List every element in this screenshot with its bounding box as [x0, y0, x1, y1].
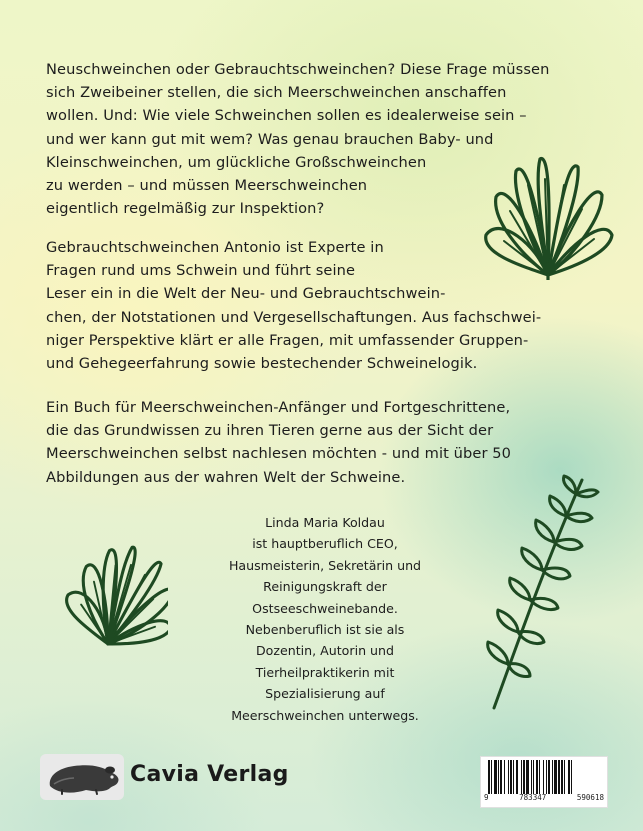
blurb-line: und Gehegeerfahrung sowie bestechender Schweinelogik.	[46, 355, 478, 373]
author-line: Meerschweinchen unterwegs.	[231, 707, 419, 723]
author-line: Nebenberuflich ist sie als	[245, 622, 405, 638]
shell-leaf-icon	[478, 150, 618, 280]
barcode-bar	[568, 760, 570, 794]
barcode-bar	[543, 760, 544, 794]
barcode-bar	[546, 760, 547, 794]
barcode-bar	[539, 760, 540, 794]
barcode-bar	[523, 760, 525, 794]
author-line: Linda Maria Koldau	[265, 515, 385, 530]
barcode-bar	[491, 760, 492, 794]
barcode-bar	[500, 760, 502, 794]
barcode-digits	[484, 793, 604, 802]
blurb-line: Fragen rund ums Schwein und führt seine	[46, 262, 356, 280]
fern-branch-icon	[478, 472, 608, 717]
blurb-line: und wer kann gut mit wem? Was genau brauchen Baby- und	[46, 130, 494, 148]
author-bio	[190, 512, 460, 726]
barcode-bar	[510, 760, 512, 794]
barcode-bar	[498, 760, 499, 794]
barcode-digit-group: 783347	[519, 793, 547, 802]
blurb-line: zu werden – und müssen Meerschweinchen	[46, 177, 368, 195]
barcode-bar	[488, 760, 490, 794]
barcode-bar	[516, 760, 518, 794]
blurb-line: chen, der Notstationen und Vergesellschaftungen. Aus fachschwei-	[46, 308, 542, 326]
barcode	[480, 756, 608, 808]
guinea-pig-logo-icon	[40, 754, 124, 800]
barcode-bar	[533, 760, 534, 794]
author-line: Ostseeschweinebande.	[252, 600, 398, 616]
barcode-bar	[531, 760, 532, 794]
blurb-line: Neuschweinchen oder Gebrauchtschweinchen? Diese Frage müssen	[46, 61, 550, 78]
author-line: ist hauptberuflich CEO,	[252, 536, 398, 552]
blurb-line: Leser ein in die Welt der Neu- und Gebrauchtschwein-	[46, 285, 446, 303]
blurb-line: Ein Buch für Meerschweinchen-Anfänger und Fortgeschrittene,	[46, 399, 511, 416]
publisher-name: Cavia Verlag	[130, 762, 289, 787]
barcode-bar	[554, 760, 557, 794]
author-line: Tierheilpraktikerin mit	[255, 664, 395, 680]
author-line: Spezialisierung auf	[265, 686, 385, 702]
blurb-line: eigentlich regelmäßig zur Inspektion?	[46, 200, 325, 218]
blurb-line: sich Zweibeiner stellen, die sich Meerschweinchen anschaffen	[46, 84, 507, 102]
barcode-bar	[526, 760, 529, 794]
barcode-bar	[494, 760, 497, 794]
blurb-line: die das Grundwissen zu ihren Tieren gerne aus der Sicht der	[46, 422, 494, 440]
barcode-digit-group: 9	[484, 793, 489, 802]
barcode-bar	[548, 760, 550, 794]
author-line: Hausmeisterin, Sekretärin und	[228, 557, 422, 573]
barcode-bar	[552, 760, 553, 794]
barcode-bar	[536, 760, 538, 794]
blurb-line: Kleinschweinchen, um glückliche Großschweinchen	[46, 153, 427, 171]
barcode-bar	[504, 760, 505, 794]
blurb-line: Abbildungen aus der wahren Welt der Schweine.	[46, 468, 406, 486]
blurb-line: Gebrauchtschweinchen Antonio ist Experte in	[46, 239, 384, 256]
shell-leaf-icon	[48, 535, 168, 650]
author-line: Reinigungskraft der	[263, 579, 387, 595]
barcode-bar	[521, 760, 522, 794]
barcode-bar	[571, 760, 572, 794]
blurb-line: Meerschweinchen selbst nachlesen möchten - und mit über 50	[46, 445, 512, 463]
blurb-line: niger Perspektive klärt er alle Fragen, mit umfassender Gruppen-	[46, 331, 529, 349]
barcode-bars	[487, 760, 601, 794]
barcode-digit-group: 590618	[576, 793, 604, 802]
barcode-bar	[564, 760, 565, 794]
barcode-bar	[558, 760, 560, 794]
barcode-bar	[561, 760, 563, 794]
blurb-line: wollen. Und: Wie viele Schweinchen sollen es idealerweise sein –	[46, 107, 527, 125]
author-line: Dozentin, Autorin und	[255, 643, 395, 659]
barcode-bar	[513, 760, 514, 794]
barcode-bar	[508, 760, 509, 794]
